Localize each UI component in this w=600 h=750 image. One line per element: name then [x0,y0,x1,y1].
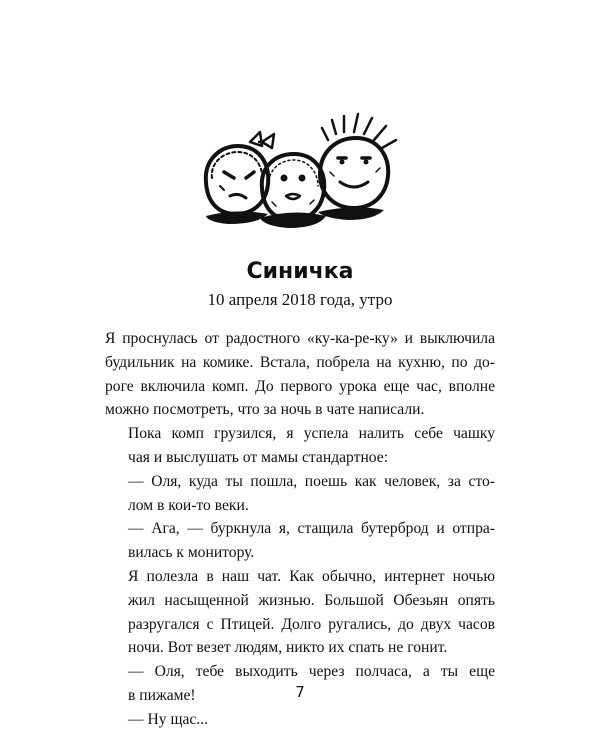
chapter-date: 10 апреля 2018 года, утро [207,290,393,309]
text-line: чая и выслушать от мамы стандартное: [128,448,389,466]
paragraph [105,565,495,660]
text-line: — Оля, куда ты пошла, поешь как человек, за сто- [128,472,495,490]
text-line: — Оля, тебе выходить через полчаса, а ты еще [128,663,495,681]
paragraph [105,470,495,518]
text-line: — Ага, — буркнула я, стащила бутерброд и отпра- [128,520,495,538]
text-line: в пижаме! [128,686,196,704]
text-line: можно посмотреть, что за ночь в чате написали. [105,401,425,419]
face-right [320,114,396,208]
text-line: жил насыщенной жизнью. Большой Обезьян опять [128,591,495,609]
text-line: Пока комп грузился, я успела налить себе чашку [128,425,495,443]
face-left [206,146,268,214]
text-line: Я проснулась от радостного «ку-ка-ре-ку» и выключила [105,330,495,347]
bow [250,132,274,148]
paragraph [105,517,495,565]
page-number: 7 [295,683,305,701]
three-cartoon-faces-illustration [198,112,404,234]
paragraph [105,708,495,732]
text-line: ночи. Вот везет людям, никто их спать не гонит. [128,639,448,657]
text-line: — Ну щас... [128,710,208,728]
text-line: вилась к монитору. [128,544,255,562]
paragraph [105,422,495,470]
body-text [105,327,495,732]
text-line: лом в кои-то веки. [128,496,249,514]
chapter-title: Синичка [246,259,354,284]
face-middle [262,154,324,220]
text-line: будильник на комике. Встала, побрела на кухню, по до- [105,353,495,371]
text-line: Я полезла в наш чат. Как обычно, интернет ночью [128,567,495,585]
text-line: роге включила комп. До первого урока еще час, вполне [105,377,495,395]
text-line: разругался с Птицей. Долго ругались, до двух часов [128,615,495,633]
paragraph [105,327,495,422]
